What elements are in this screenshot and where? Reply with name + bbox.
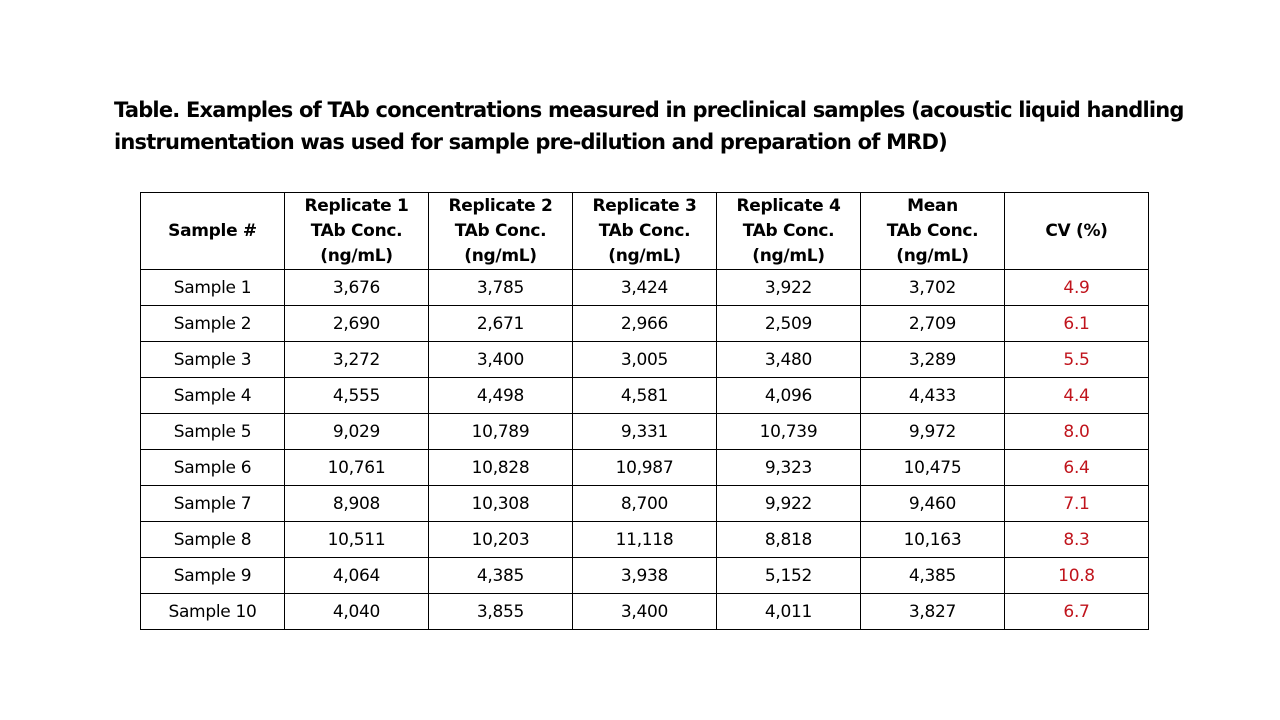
header-label-line: (ng/mL) bbox=[896, 245, 969, 266]
replicate-2-cell: 4,498 bbox=[429, 378, 573, 414]
table-row bbox=[141, 558, 1149, 594]
replicate-4-cell: 2,509 bbox=[717, 306, 861, 342]
header-label-line: TAb Conc. bbox=[742, 220, 835, 241]
table-row bbox=[141, 486, 1149, 522]
replicate-4-cell: 3,480 bbox=[717, 342, 861, 378]
replicate-3-cell: 2,966 bbox=[573, 306, 717, 342]
replicate-4-cell: 4,011 bbox=[717, 594, 861, 630]
table-caption bbox=[114, 94, 1214, 158]
replicate-2-header bbox=[429, 193, 573, 270]
sample-number-header bbox=[141, 193, 285, 270]
replicate-3-cell: 3,400 bbox=[573, 594, 717, 630]
replicate-1-cell: 10,511 bbox=[285, 522, 429, 558]
header-label-line: (ng/mL) bbox=[464, 245, 537, 266]
replicate-3-cell: 11,118 bbox=[573, 522, 717, 558]
cv-cell: 8.0 bbox=[1005, 414, 1149, 450]
replicate-2-cell: 10,308 bbox=[429, 486, 573, 522]
sample-name-cell: Sample 5 bbox=[141, 414, 285, 450]
table-row bbox=[141, 342, 1149, 378]
cv-cell: 4.4 bbox=[1005, 378, 1149, 414]
replicate-3-cell: 9,331 bbox=[573, 414, 717, 450]
tab-concentration-table bbox=[140, 192, 1149, 630]
table-row bbox=[141, 270, 1149, 306]
table-row bbox=[141, 306, 1149, 342]
mean-cell: 4,385 bbox=[861, 558, 1005, 594]
mean-header bbox=[861, 193, 1005, 270]
caption-line-2: instrumentation was used for sample pre-dilution and preparation of MRD) bbox=[114, 130, 947, 154]
caption-line-1: Table. Examples of TAb concentrations measured in preclinical samples (acoustic liquid handling bbox=[114, 98, 1184, 122]
cv-cell: 7.1 bbox=[1005, 486, 1149, 522]
replicate-4-header bbox=[717, 193, 861, 270]
mean-cell: 3,827 bbox=[861, 594, 1005, 630]
replicate-4-cell: 10,739 bbox=[717, 414, 861, 450]
replicate-2-cell: 4,385 bbox=[429, 558, 573, 594]
sample-name-cell: Sample 10 bbox=[141, 594, 285, 630]
replicate-1-cell: 8,908 bbox=[285, 486, 429, 522]
replicate-2-cell: 2,671 bbox=[429, 306, 573, 342]
mean-cell: 3,289 bbox=[861, 342, 1005, 378]
header-label-line: CV (%) bbox=[1045, 220, 1108, 241]
mean-cell: 2,709 bbox=[861, 306, 1005, 342]
replicate-2-cell: 3,785 bbox=[429, 270, 573, 306]
sample-name-cell: Sample 3 bbox=[141, 342, 285, 378]
replicate-2-cell: 10,203 bbox=[429, 522, 573, 558]
replicate-1-cell: 4,555 bbox=[285, 378, 429, 414]
header-label-line: Replicate 4 bbox=[736, 195, 841, 216]
replicate-1-cell: 2,690 bbox=[285, 306, 429, 342]
header-label-line: Mean bbox=[907, 195, 958, 216]
header-label-line: Replicate 1 bbox=[304, 195, 409, 216]
replicate-3-cell: 8,700 bbox=[573, 486, 717, 522]
header-label-line: TAb Conc. bbox=[310, 220, 403, 241]
sample-name-cell: Sample 7 bbox=[141, 486, 285, 522]
cv-header bbox=[1005, 193, 1149, 270]
replicate-3-cell: 3,424 bbox=[573, 270, 717, 306]
replicate-1-cell: 3,272 bbox=[285, 342, 429, 378]
sample-name-cell: Sample 6 bbox=[141, 450, 285, 486]
header-label-line: (ng/mL) bbox=[320, 245, 393, 266]
replicate-2-cell: 10,828 bbox=[429, 450, 573, 486]
mean-cell: 4,433 bbox=[861, 378, 1005, 414]
mean-cell: 3,702 bbox=[861, 270, 1005, 306]
sample-name-cell: Sample 1 bbox=[141, 270, 285, 306]
table-row bbox=[141, 378, 1149, 414]
replicate-4-cell: 5,152 bbox=[717, 558, 861, 594]
mean-cell: 9,972 bbox=[861, 414, 1005, 450]
replicate-1-cell: 3,676 bbox=[285, 270, 429, 306]
header-label-line: Replicate 3 bbox=[592, 195, 697, 216]
replicate-3-cell: 3,005 bbox=[573, 342, 717, 378]
sample-name-cell: Sample 2 bbox=[141, 306, 285, 342]
header-label-line: TAb Conc. bbox=[886, 220, 979, 241]
header-label-line: (ng/mL) bbox=[608, 245, 681, 266]
sample-name-cell: Sample 9 bbox=[141, 558, 285, 594]
replicate-3-header bbox=[573, 193, 717, 270]
replicate-4-cell: 9,922 bbox=[717, 486, 861, 522]
table-row bbox=[141, 450, 1149, 486]
header-label-line: TAb Conc. bbox=[598, 220, 691, 241]
header-label-line: (ng/mL) bbox=[752, 245, 825, 266]
mean-cell: 9,460 bbox=[861, 486, 1005, 522]
replicate-3-cell: 3,938 bbox=[573, 558, 717, 594]
cv-cell: 10.8 bbox=[1005, 558, 1149, 594]
table-body bbox=[141, 270, 1149, 630]
table-row bbox=[141, 522, 1149, 558]
cv-cell: 8.3 bbox=[1005, 522, 1149, 558]
mean-cell: 10,163 bbox=[861, 522, 1005, 558]
replicate-2-cell: 3,855 bbox=[429, 594, 573, 630]
replicate-1-header bbox=[285, 193, 429, 270]
replicate-4-cell: 8,818 bbox=[717, 522, 861, 558]
cv-cell: 6.7 bbox=[1005, 594, 1149, 630]
cv-cell: 4.9 bbox=[1005, 270, 1149, 306]
replicate-2-cell: 3,400 bbox=[429, 342, 573, 378]
mean-cell: 10,475 bbox=[861, 450, 1005, 486]
header-label-line: Replicate 2 bbox=[448, 195, 553, 216]
table-row bbox=[141, 414, 1149, 450]
header-label-line: TAb Conc. bbox=[454, 220, 547, 241]
replicate-4-cell: 3,922 bbox=[717, 270, 861, 306]
replicate-1-cell: 10,761 bbox=[285, 450, 429, 486]
replicate-2-cell: 10,789 bbox=[429, 414, 573, 450]
cv-cell: 5.5 bbox=[1005, 342, 1149, 378]
replicate-3-cell: 4,581 bbox=[573, 378, 717, 414]
replicate-1-cell: 4,064 bbox=[285, 558, 429, 594]
cv-cell: 6.4 bbox=[1005, 450, 1149, 486]
replicate-4-cell: 9,323 bbox=[717, 450, 861, 486]
replicate-1-cell: 4,040 bbox=[285, 594, 429, 630]
sample-name-cell: Sample 8 bbox=[141, 522, 285, 558]
header-label-line: Sample # bbox=[168, 220, 257, 241]
sample-name-cell: Sample 4 bbox=[141, 378, 285, 414]
replicate-1-cell: 9,029 bbox=[285, 414, 429, 450]
replicate-4-cell: 4,096 bbox=[717, 378, 861, 414]
cv-cell: 6.1 bbox=[1005, 306, 1149, 342]
replicate-3-cell: 10,987 bbox=[573, 450, 717, 486]
table-row bbox=[141, 594, 1149, 630]
table-header-row bbox=[141, 193, 1149, 270]
